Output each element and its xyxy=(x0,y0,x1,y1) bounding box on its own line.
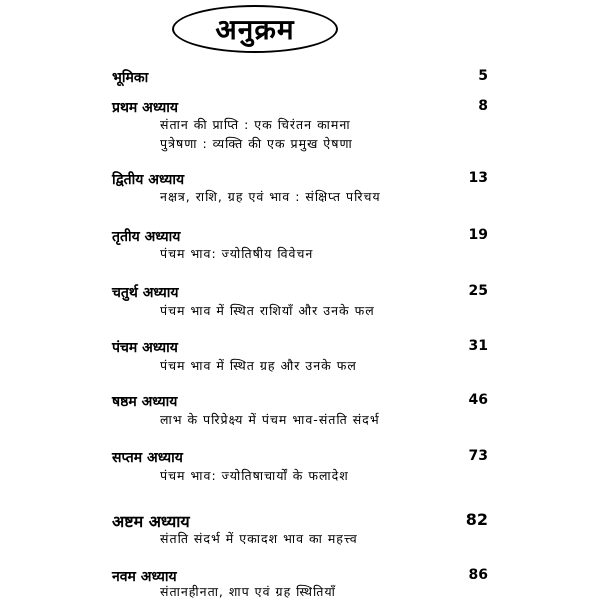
chapter-page-number: 5 xyxy=(478,68,488,84)
chapter-title: तृतीय अध्याय xyxy=(112,229,181,245)
chapter-page-number: 31 xyxy=(468,338,488,354)
chapter-subtitle: पंचम भाव: ज्योतिषाचार्यों के फलादेश xyxy=(160,468,349,483)
chapter-title: सप्तम अध्याय xyxy=(112,450,183,466)
chapter-title: चतुर्थ अध्याय xyxy=(112,285,179,301)
chapter-subtitle: पंचम भाव में स्थित राशियाँ और उनके फल xyxy=(160,303,375,318)
chapter-page-number: 8 xyxy=(478,98,488,114)
chapter-page-number: 82 xyxy=(465,510,488,529)
chapter-subtitle: पंचम भाव में स्थित ग्रह और उनके फल xyxy=(160,358,357,373)
chapter-subtitle: पंचम भाव: ज्योतिषीय विवेचन xyxy=(160,246,314,261)
chapter-title: अष्टम अध्याय xyxy=(112,512,190,531)
chapter-page-number: 46 xyxy=(468,392,488,408)
chapter-page-number: 25 xyxy=(468,283,488,299)
chapter-subtitle: संतान की प्राप्ति : एक चिरंतन कामना xyxy=(160,117,351,132)
chapter-subtitle: संतति संदर्भ में एकादश भाव का महत्त्व xyxy=(160,531,358,546)
chapter-page-number: 73 xyxy=(468,448,488,464)
chapter-subtitle: पुत्रेषणा : व्यक्ति की एक प्रमुख ऐषणा xyxy=(160,136,353,151)
chapter-page-number: 19 xyxy=(468,227,488,243)
chapter-page-number: 13 xyxy=(468,170,488,186)
chapter-title: प्रथम अध्याय xyxy=(112,100,178,116)
chapter-subtitle: संतानहीनता, शाप एवं ग्रह स्थितियाँ xyxy=(160,584,336,599)
chapter-title: षष्ठम अध्याय xyxy=(112,394,178,410)
page-title: अनुक्रम xyxy=(215,13,295,46)
chapter-title: द्वितीय अध्याय xyxy=(112,172,185,188)
chapter-title: पंचम अध्याय xyxy=(112,340,178,356)
page-title-oval xyxy=(172,5,338,53)
chapter-page-number: 86 xyxy=(468,567,488,583)
chapter-title: भूमिका xyxy=(112,70,149,86)
chapter-subtitle: नक्षत्र, राशि, ग्रह एवं भाव : संक्षिप्त परिचय xyxy=(160,189,381,204)
chapter-subtitle: लाभ के परिप्रेक्ष्य में पंचम भाव-संतति संदर्भ xyxy=(160,412,380,427)
chapter-title: नवम अध्याय xyxy=(112,569,177,585)
